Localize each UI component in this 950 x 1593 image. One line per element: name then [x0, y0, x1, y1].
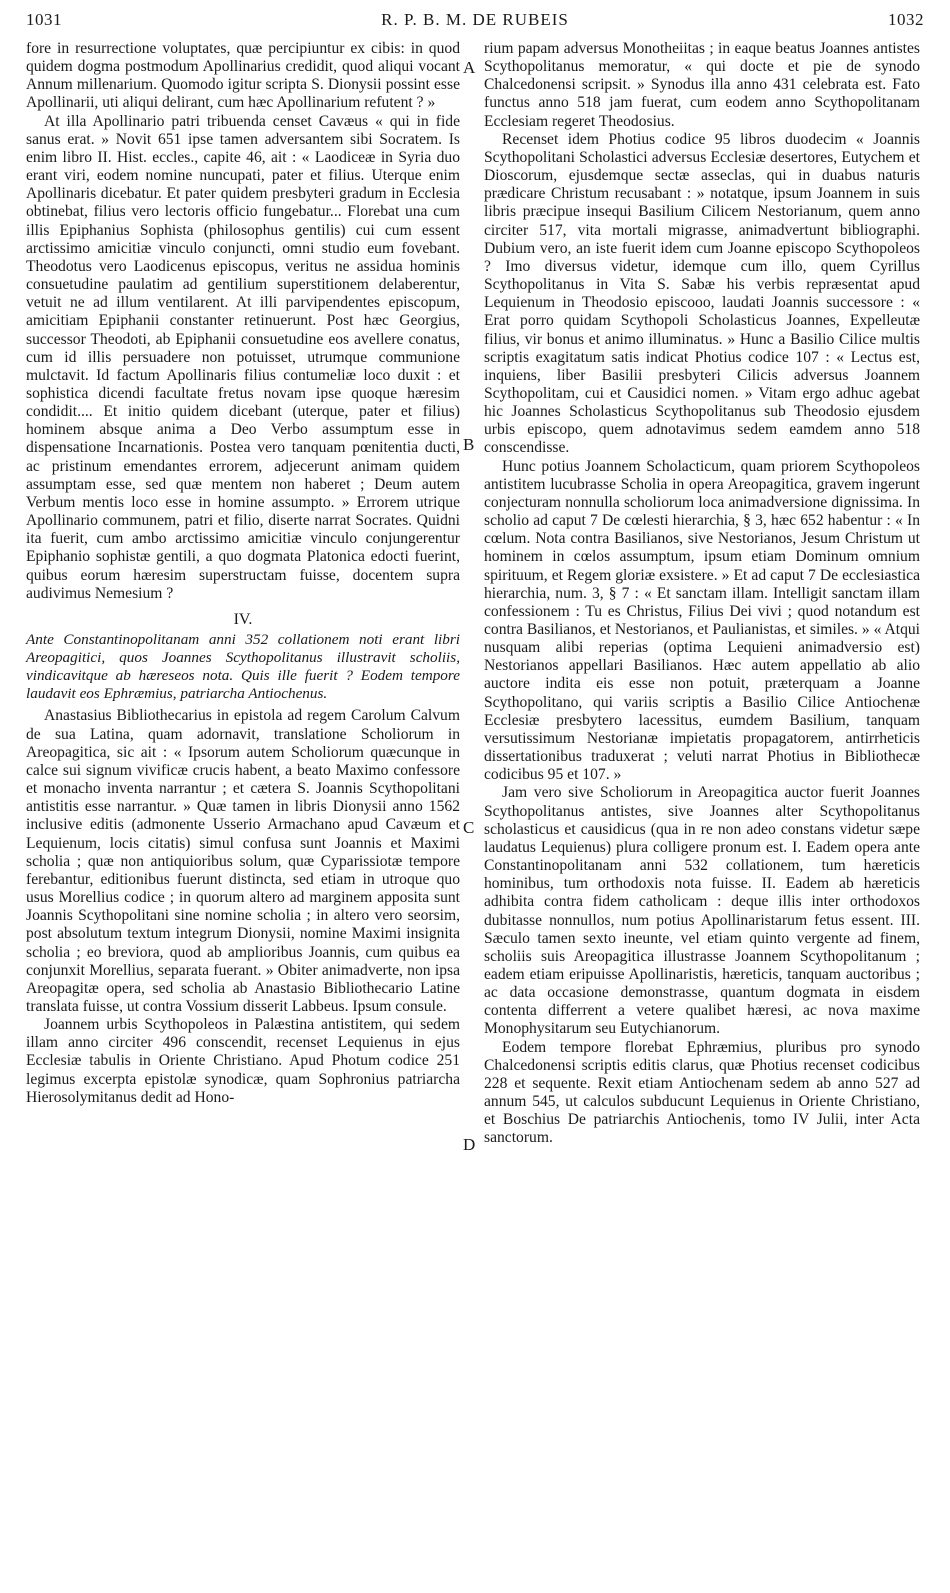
right-paragraph-4: Jam vero sive Scholiorum in Areopagitica auctor fuerit Joannes Scythopolitanus antistes, sive Joannes alter Scythopolitanus scholasticus et causidicus (qua in re non adeo constans videtur sæpe laudatus Lequienus) plura colligere pronum est. I. Eadem opera ante Constantinopolitanam anni 532 collationem, tum hæreticis hominibus, tum orthodoxis nota fuisse. II. Eadem ab hæreticis adhibita contra fidem catholicam : deque illis inter orthodoxos dubitasse nonnullos, num potius Apollinaristarum fetus essent. III. Sæculo tamen sexto ineunte, vel etiam quinto vergente ad finem, scholiis suis Areopagitica illustrasse Joannem Scythopolitanum ; eadem etiam eripuisse Apollinaristis, hæreticis, tanquam auctoribus ; ac data occasione demonstrasse, quantum dogmata in eisdem contenta differrent a vetere qualibet hæresi, ac nova maxime Monophysitarum seu Eutychianorum.: [484, 784, 920, 1038]
section-number: IV.: [233, 610, 253, 628]
right-column-number: 1032: [888, 10, 924, 29]
left-paragraph-1: fore in resurrectione voluptates, quæ percipiuntur ex cibis: in quod quidem dogma postmodum Apollinarius credidit, quod aliqui vocant Annum millenarium. Quomodo igitur scripta S. Dionysii possint esse Apollinarii, uti aliqui delirant, cum hæc Apollinarium refutent ? »: [26, 40, 460, 112]
margin-letter-a: A: [463, 58, 476, 77]
left-column: [26, 40, 460, 1107]
left-paragraph-3: Anastasius Bibliothecarius in epistola ad regem Carolum Calvum de sua Latina, quam adornavit, translatione Scholiorum in Areopagitica, sic ait : « Ipsorum autem Scholiorum quæcunque in calce sui signum vivificæ crucis habent, a beato Maximo confessore et monacho inventa narrantur ; et cætera S. Joannis Scythopolitani antistitis esse narrantur. » Quæ tamen in libris Dionysii anno 1562 inclusive editis (admonente Usserio Armachano apud Cavæum et Lequienum, locis citatis) simul confusa sunt Joannis et Maximi scholia ; quæ non antiquioribus solum, quæ Cyparissiotæ tempore ferebantur, editionibus fuerunt distincta, sed etiam in utroque quo usus Morellius codice ; in quorum altero ad marginem apposita sunt Joannis Scythopolitani sine nomine scholia ; in altero vero seorsim, post absolutum textum integrum Dionysii, nomine Maximi insignita scholia ; eo breviora, quod ab amplioribus Joannis, cum quibus ea conjunxit Morellius, separata fuerant. » Obiter animadverte, non ipsa Areopagitæ opera, sed scholia ab Anastasio Bibliothecario Latine translata fuisse, ut contra Vossium disserit Labbeus. Ipsum consule.: [26, 707, 460, 1015]
right-paragraph-2: Recenset idem Photius codice 95 libros duodecim « Joannis Scythopolitani Scholastici adversus Ecclesiæ desertores, Eutychem et Dioscorum, ejusdemque sectæ asseclas, qui in duabus naturis prædicare Christum recusabant : » notatque, ipsum Joannem in suis libris præcipue insequi Basilium Cilicem Nestorianum, quem anno circiter 517, vita mortali migrasse, animadvertunt bibliographi. Dubium vero, an iste fuerit idem cum Joanne episcopo Scythopoleos ? Imo diversus videtur, idemque cum illo, quem Cyrillus Scythopolitanus in Vita S. Sabæ his verbis repræsentat apud Lequienum in Theodosio episcooo, laudati Joannis successore : « Erat porro quidam Scythopoli Scholasticus Joannes, Expelleutæ filius, vir bonus et animo illuminatus. » Hunc a Basilio Cilice multis scriptis exagitatum satis indicat Photius codice 107 : « Lectus est, inquiens, liber Basilii presbyteri Cilicis adversus Joannem Scythopolitam, cui et Causidici nomen. » Vitam ergo adhuc agebat hic Joannes Scholasticus Scythopolitanus sub Theodosio ejusdem urbis episcopo, quem adnotavimus sedem eamdem anno 518 conscendisse.: [484, 130, 920, 457]
right-paragraph-1: rium papam adversus Monotheiitas ; in eaque beatus Joannes antistes Scythopolitanus memoratur, « qui docte et pie de synodo Chalcedonensi scripsit. » Synodus illa anno 431 celebrata est. Fato functus anno 518 jam fuerat, cum eodem anno Scythopolitanam Ecclesiam regeret Theodosius.: [484, 40, 920, 130]
left-column-number: 1031: [26, 10, 62, 29]
section-summary: Ante Constantinopolitanam anni 352 collationem noti erant libri Areopagitici, quos Joannes Scythopolitanus illustravit scholiis, vindicavitque ab hæreseos nota. Quis ille fuerit ? Eodem tempore laudavit eos Ephræmius, patriarcha Antiochenus.: [26, 630, 460, 703]
right-column: [484, 40, 920, 1148]
left-paragraph-4: Joannem urbis Scythopoleos in Palæstina antistitem, qui sedem illam anno circiter 496 conscendit, recenset Lequienus in ejus Ecclesiæ tabulis in Oriente Christiano. Apud Photum codice 251 legimus excerpta epistolæ synodicæ, quam Sophronius patriarcha Hierosolymitanus dedit ad Hono-: [26, 1016, 460, 1106]
left-paragraph-2: At illa Apollinario patri tribuenda censet Cavæus « qui in fide sanus erat. » Novit 651 ipse tamen adversantem sibi Socratem. Is enim libro II. Hist. eccles., capite 46, ait : « Laodiceæ in Syria duo erant viri, eodem nomine nuncupati, pater et filius. Uterque enim Apollinaris dicebatur. Et pater quidem presbyteri gradum in Ecclesia obtinebat, filius vero lectoris officio fungebatur... Florebat una cum illis Epiphanius Sophista (philosophus gentilis) cui cum essent arctissimo amicitiæ vinculo conjuncti, omni studio eum fovebant. Theodotus vero Laodicenus episcopus, veritus ne assidua hominis consuetudine paulatim ad gentilium superstitionem delaberentur, vetuit ne ad illum ventilarent. At illi parvipendentes episcopum, amicitiam Epiphanii constanter retinuerunt. Post hæc Georgius, successor Theodoti, ab Epiphanii consuetudine eos avellere conatus, cum id illis persuadere non potuisset, utrumque communione mulctavit. Id factum Apollinaris filius contumeliæ loco duxit : et sophistica dicendi facultate fretus novam ipse quoque hæresim condidit.... Et initio quidem dicebant (uterque, pater et filius) hominem absque anima a Deo Verbo assumptum esse in dispensatione Incarnationis. Postea vero tanquam pœnitentia ducti, ac pristinum emendantes errorem, adjecerunt animam quidem assumptam esse, sed quæ mentem non haberet ; Deum autem Verbum mentis loco esse in homine assumpto. » Errorem utrique Apollinario communem, patri et filio, diserte narrat Socrates. Quidni ita fuerit, cum ambo arctissimo amicitiæ vinculo conjungerentur Epiphanio sophistæ gentili, a quo dogmata Platonica edocti fuerint, quibus eorum hæresim superstructam fuisse, docentem supra audivimus Nemesium ?: [26, 112, 460, 602]
margin-letter-b: B: [463, 435, 475, 454]
margin-letter-c: C: [463, 818, 475, 837]
running-header: [26, 10, 924, 32]
margin-letter-d: D: [463, 1135, 476, 1154]
running-title: R. P. B. M. DE RUBEIS: [381, 10, 569, 29]
right-paragraph-5: Eodem tempore florebat Ephræmius, pluribus pro synodo Chalcedonensi scriptis editis clarus, quæ Photius recenset codicibus 228 et sequente. Rexit etiam Antiochenam sedem ab anno 527 ad annum 545, ut calculos subducunt Lequienus in Oriente Christiano, et Boschius De patriarchis Antiochenis, tomo IV Julii, inter Acta sanctorum.: [484, 1038, 920, 1147]
right-paragraph-3: Hunc potius Joannem Scholacticum, quam priorem Scythopoleos antistitem lucubrasse Scholia in opera Areopagitica, gravem ingerunt conjecturam nonnulla scholiorum loca animadversione dignissima. In scholio ad caput 7 De cœlesti hierarchia, § 3, hæc 652 habentur : « In cœlum. Nota contra Basilianos, sive Nestorianos, Jesum Christum ut hominem in cœlos assumptum, ipsum etiam Dominum omnium spirituum, et Regem gloriæ exsistere. » Et ad caput 7 De ecclesiastica hierarchia, num. 3, § 7 : « Et sanctam illam. Intelligit sanctam illam confessionem : Tu es Christus, Filius Dei vivi ; quod notandum est contra Basilianos, et Nestorianos, et Paulianistas, et similes. » « Atqui nusquam alibi reperias (optima Lequieni animadversio est) Nestorianos appellari Basilianos. Hæc autem appellatio ab alio auctore indita eis esse non potuit, præterquam a Joanne Scythopolitano, qui variis scriptis a Basilio Cilice Antiochenæ Ecclesiæ presbytero lacessitus, eumdem Basilium, tanquam versutissimum Nestorianæ impietatis propagatorem, antirrheticis dissertationibus traduxerat ; veluti narrat Photius in Bibliothecæ codicibus 95 et 107. »: [484, 457, 920, 784]
